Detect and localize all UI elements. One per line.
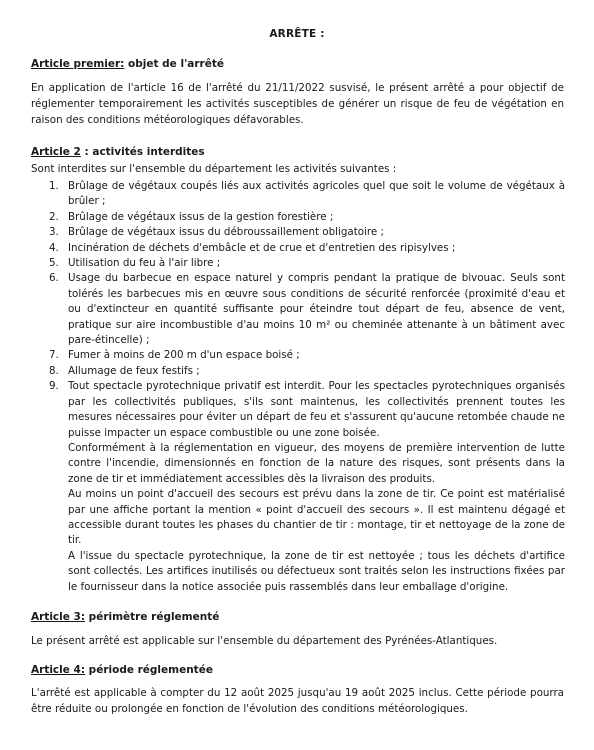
article-2-subject: : activités interdites <box>80 146 205 158</box>
list-item <box>31 225 565 240</box>
article-1-label: Article premier: <box>31 58 125 70</box>
article-4-text: L'arrêté est applicable à compter du 12 août 2025 jusqu'au 19 août 2025 inclus. Cette période pourra être réduite ou prolongée en fonction de l'évolution des conditions météorologiques. <box>31 687 564 715</box>
list-item-text: Brûlage de végétaux coupés liés aux activités agricoles quel que soit le volume de végétaux à brûler ; <box>68 180 565 208</box>
list-item <box>31 210 565 225</box>
list-item-text: Fumer à moins de 200 m d'un espace boisé ; <box>68 349 300 362</box>
list-item-text: Allumage de feux festifs ; <box>68 364 200 377</box>
list-item-text: Brûlage de végétaux issus de la gestion forestière ; <box>68 210 334 223</box>
article-3-text: Le présent arrêté est applicable sur l'ensemble du département des Pyrénées-Atlantiques. <box>31 635 498 647</box>
list-item <box>31 241 565 256</box>
list-item-text: Utilisation du feu à l'air libre ; <box>68 257 221 270</box>
list-item <box>31 348 565 363</box>
list-item-text: Conformément à la réglementation en vigueur, des moyens de première intervention de lutte contre l'incendie, dimensionnés en fonction de la nature des risques, sont présents dans la zone de tir et immédiatement accessibles dès la livraison des produits. <box>68 441 565 485</box>
list-item-number: 7. <box>49 349 59 362</box>
list-item <box>31 364 565 379</box>
list-item-number: 1. <box>49 180 59 192</box>
article-1-heading <box>31 58 224 70</box>
list-item <box>31 256 565 271</box>
list-item-text: Au moins un point d'accueil des secours est prévu dans la zone de tir. Ce point est matérialisé par une affiche portant la mention « point d'accueil des secours ». Il est maintenu dégagé et accessible durant toutes les phases du chantier de tir : montage, tir et nettoyage de la zone de tir. <box>68 488 565 547</box>
list-item-text: A l'issue du spectacle pyrotechnique, la zone de tir est nettoyée ; tous les déchets d'artifice sont collectés. Les artifices inutilisés ou défectueux sont traités selon les instructions fixées par le fournisseur dans la notice associée puis rassemblés dans leur emballage d'origine. <box>68 549 565 593</box>
article-4-heading <box>31 664 213 676</box>
list-item-number: 2. <box>49 210 59 223</box>
list-item-number: 4. <box>49 241 59 254</box>
prohibited-activities-list <box>31 179 565 595</box>
list-item-number: 9. <box>49 380 59 393</box>
list-item-number: 6. <box>49 272 59 285</box>
article-1-subject: objet de l'arrêté <box>124 58 224 70</box>
article-1-text: En application de l'article 16 de l'arrêté du 21/11/2022 susvisé, le présent arrêté a pour objectif de réglementer temporairement les activités susceptibles de générer un risque de feu de végétation en raison des conditions météorologiques défavorables. <box>31 82 564 126</box>
list-item-text: Usage du barbecue en espace naturel y compris pendant la pratique de bivouac. Seuls sont tolérés les barbecues mis en œuvre sous conditions de sécurité renforcée (proximité d'eau et ou d'extincteur en quantité suffisante pour éteindre tout départ de feu, absence de vent, pratique sur aire incombustible d'au moins 10 m² ou cheminée attenante à un bâtiment avec pare-étincelle) ; <box>68 272 565 347</box>
article-3-label: Article 3: <box>31 611 86 623</box>
list-item-text: Brûlage de végétaux issus du débroussaillement obligatoire ; <box>68 226 384 239</box>
list-item-number: 5. <box>49 257 59 270</box>
article-3-subject: périmètre réglementé <box>85 611 220 623</box>
article-3-heading <box>31 611 219 623</box>
article-4-subject: période réglementée <box>85 664 213 676</box>
list-item <box>31 179 565 210</box>
list-item-text: Tout spectacle pyrotechnique privatif est interdit. Pour les spectacles pyrotechniques organisés par les collectivités publiques, s'ils sont maintenus, les collectivités prennent toutes les mesures nécessaires pour éviter un départ de feu et s'assurent qu'aucune retombée chaude ne puisse impacter un espace combustible ou une zone boisée. <box>68 380 565 439</box>
article-2-intro: Sont interdites sur l'ensemble du département les activités suivantes : <box>31 163 397 175</box>
article-2-label: Article 2 <box>31 146 81 158</box>
list-item <box>31 271 565 348</box>
article-2-heading <box>31 146 205 158</box>
document-title: ARRÊTE : <box>269 28 325 40</box>
list-item-number: 3. <box>49 226 59 239</box>
list-item-text: Incinération de déchets d'embâcle et de crue et d'entretien des ripisylves ; <box>68 241 456 254</box>
list-item <box>31 379 565 595</box>
article-4-label: Article 4: <box>31 664 86 676</box>
list-item-number: 8. <box>49 364 59 377</box>
